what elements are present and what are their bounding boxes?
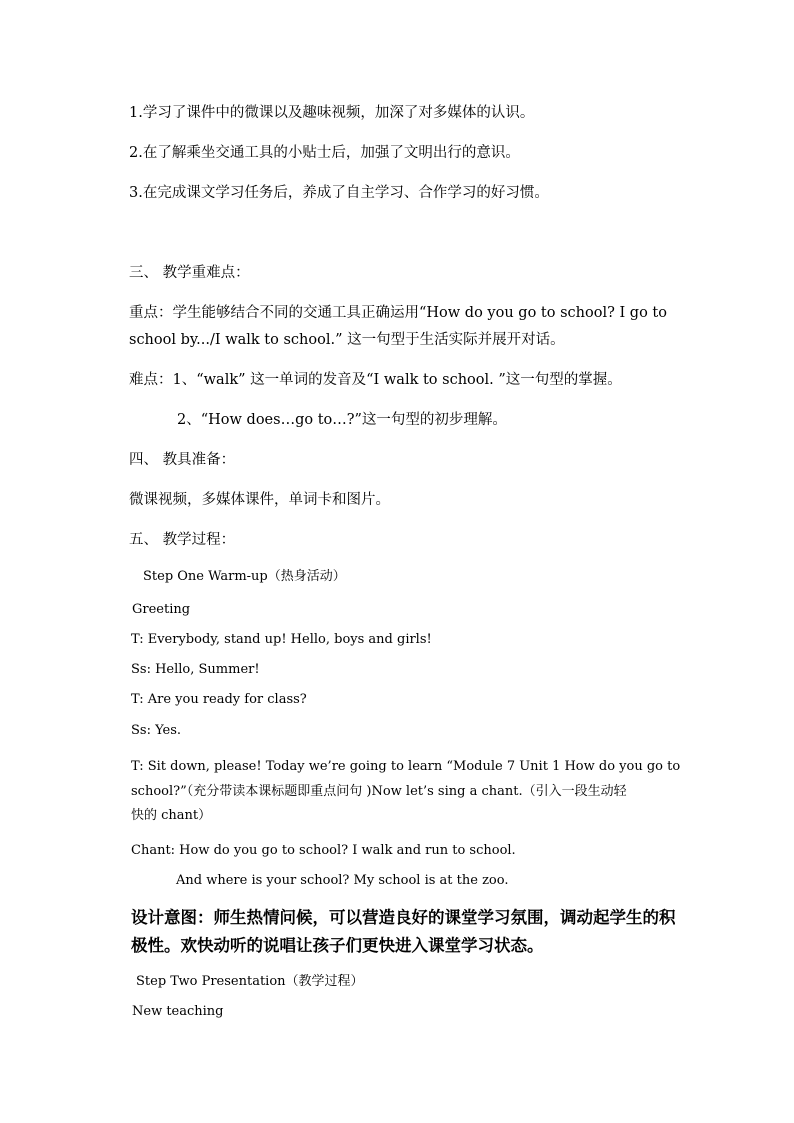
new-teaching-label: New teaching <box>132 1004 224 1019</box>
design-intent-line-1: 设计意图：师生热情问候，可以营造良好的课堂学习氛围，调动起学生的积 <box>131 908 676 927</box>
dialogue-line-4: Ss: Yes. <box>131 723 182 738</box>
step-two-title: Step Two Presentation（教学过程） <box>136 974 364 989</box>
section-4-heading: 四、 教具准备： <box>129 452 236 468</box>
chant-line-2: And where is your school? My school is at the zoo. <box>176 873 509 888</box>
difficulty-2: 2、“How does…go to…?”这一句型的初步理解。 <box>177 412 507 428</box>
objective-3: 3.在完成课文学习任务后，养成了自主学习、合作学习的好习惯。 <box>129 185 549 201</box>
objective-1: 1.学习了课件中的微课以及趣味视频，加深了对多媒体的认识。 <box>129 105 535 121</box>
objective-2: 2.在了解乘坐交通工具的小贴士后，加强了文明出行的意识。 <box>129 145 520 161</box>
key-point-line-1: 重点：学生能够结合不同的交通工具正确运用“How do you go to school? I go to <box>129 305 667 321</box>
difficulty-1: 难点：1、“walk” 这一单词的发音及“I walk to school. ”这一句型的掌握。 <box>129 372 622 388</box>
greeting-label: Greeting <box>132 602 191 617</box>
step-one-title: Step One Warm-up（热身活动） <box>143 569 346 584</box>
chant-line-1: Chant: How do you go to school? I walk and run to school. <box>131 843 516 858</box>
section-3-heading: 三、 教学重难点： <box>129 265 250 281</box>
teacher-line-1: T: Sit down, please! Today we’re going to learn “Module 7 Unit 1 How do you go to <box>131 759 681 774</box>
key-point-line-2: school by.../I walk to school.” 这一句型于生活实际并展开对话。 <box>129 332 565 348</box>
section-5-heading: 五、 教学过程： <box>129 532 236 548</box>
teacher-line-2: school?”（充分带读本课标题即重点问句 )Now let’s sing a chant.（引入一段生动轻 <box>131 784 627 799</box>
teacher-line-3: 快的 chant） <box>131 808 212 823</box>
dialogue-line-1: T: Everybody, stand up! Hello, boys and girls! <box>131 632 432 647</box>
dialogue-line-2: Ss: Hello, Summer! <box>131 662 260 677</box>
section-4-content: 微课视频，多媒体课件，单词卡和图片。 <box>129 492 390 508</box>
dialogue-line-3: T: Are you ready for class? <box>131 692 307 707</box>
design-intent-line-2: 极性。欢快动听的说唱让孩子们更快进入课堂学习状态。 <box>131 936 544 955</box>
